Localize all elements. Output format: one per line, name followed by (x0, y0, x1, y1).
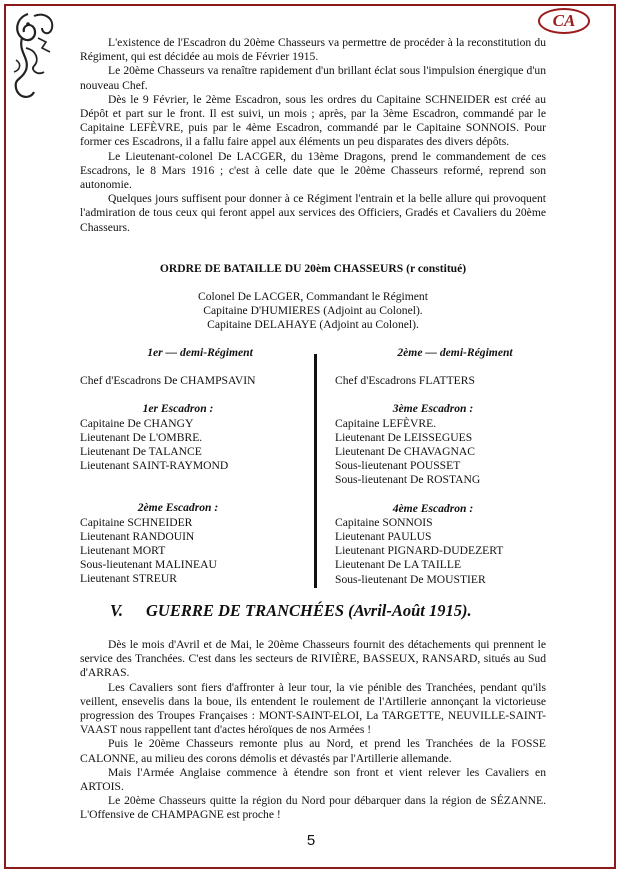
paragraph: Dès le 9 Février, le 2ème Escadron, sous les ordres du Capitaine SCHNEIDER est créé au Dépôt et part sur le front. Il est suivi, un mois ; après, par la 3ème Escadron, commandé par le Capitaine LEFÈVRE, puis par le 4ème Escadron, commandé par le Capitaine SONNOIS. Pour former ces Escadrons, il a fallu faire appel aux éléments un peu disparates des divers dépôts. (80, 92, 546, 149)
officer-line: Lieutenant De LEISSEGUES (335, 430, 473, 444)
staff-line: Capitaine D'HUMIERES (Adjoint au Colonel). (203, 304, 423, 318)
officer-line: Capitaine SCHNEIDER (80, 515, 193, 529)
officer-line: Lieutenant PIGNARD-DUDEZERT (335, 544, 504, 558)
half-regiment-heading: 2ème — demi-Régiment (397, 346, 513, 359)
officer-line: Lieutenant RANDOUIN (80, 529, 195, 543)
order-of-battle-title: ORDRE DE BATAILLE DU 20èm CHASSEURS (r constitué) (159, 262, 467, 275)
officer-line: Lieutenant De TALANCE (80, 445, 202, 459)
paragraph: Quelques jours suffisent pour donner à ce Régiment l'entrain et la belle allure qui provoquent l'admiration de tous ceux qui feront appel aux services des Officiers, Gradés et Cavaliers du 20ème Chasseurs. (80, 192, 546, 234)
squadron-title: 4ème Escadron : (392, 501, 474, 515)
regiment-staff (80, 290, 546, 333)
squadron-chief: Chef d'Escadrons De CHAMPSAVIN (80, 374, 256, 388)
officer-line: Lieutenant MORT (80, 544, 166, 558)
paragraph: Dès le mois d'Avril et de Mai, le 20ème Chasseurs fournit des détachements qui prennent le service des Tranchées. C'est dans les secteurs de RIVIÈRE, BASSEUX, RANSARD, situés au Sud d'ARRAS. (80, 638, 546, 680)
paragraph: Mais l'Armée Anglaise commence à étendre son front et vient relever les Cavaliers en ARTOIS. (80, 765, 546, 794)
section-title: GUERRE DE TRANCHÉES (Avril-Août 1915). (146, 601, 472, 620)
officer-line: Sous-lieutenant MALINEAU (80, 558, 217, 572)
ca-logo-badge: CA (538, 8, 590, 34)
page-number: 5 (306, 832, 316, 849)
squadron-title: 3ème Escadron : (392, 402, 474, 416)
staff-line: Colonel De LACGER, Commandant le Régiment (198, 290, 428, 303)
paragraph: L'existence de l'Escadron du 20ème Chasseurs va permettre de procéder à la reconstitution du Régiment, qui est décidée au mois de Février 1915. (80, 36, 546, 64)
paragraph: Le Lieutenant-colonel De LACGER, du 13ème Dragons, prend le commandement de ces Escadrons, le 8 Mars 1916 ; c'est à celle date que le 20ème Chasseurs reformé, reprend son autonomie. (80, 149, 546, 192)
paragraph: Puis le 20ème Chasseurs remonte plus au Nord, et prend les Tranchées de la FOSSE CALONNE, au milieu des corons démolis et dévastés par l'Artillerie allemande. (80, 737, 546, 765)
section-heading (110, 601, 472, 620)
squadron-title: 2ème Escadron : (137, 501, 219, 515)
officer-line: Capitaine LEFÈVRE. (335, 416, 437, 430)
column-divider (314, 354, 317, 588)
officer-line: Lieutenant De CHAVAGNAC (335, 445, 475, 459)
officer-line: Lieutenant De LA TAILLE (335, 558, 462, 572)
officer-line: Lieutenant SAINT-RAYMOND (80, 459, 229, 473)
half-regiment-heading: 1er — demi-Régiment (147, 346, 253, 359)
section-body (80, 638, 546, 823)
officer-line: Sous-lieutenant POUSSET (335, 459, 461, 473)
officer-line: Lieutenant De L'OMBRE. (80, 430, 203, 444)
section-number: V. (110, 601, 124, 620)
officer-line: Sous-lieutenant De ROSTANG (335, 473, 481, 487)
officer-line: Capitaine SONNOIS (335, 515, 433, 529)
first-half-regiment-column (80, 346, 320, 587)
paragraph: Les Cavaliers sont fiers d'affronter à leur tour, la vie pénible des Tranchées, pendant qu'ils veillent, ensevelis dans la boue, ils entendent le roulement de l'Artillerie annonçant la victorieuse progression des Troupes Françaises : MONT-SAINT-ELOI, La TARGETTE, NEUVILLE-SAINT-VAAST nous rappellent tant d'actes héroïques de nos Armées ! (80, 680, 546, 737)
paragraph: Le 20ème Chasseurs quitte la région du Nord pour débarquer dans la région de SÉZANNE. L'Offensive de CHAMPAGNE est proche ! (80, 794, 546, 822)
officer-line: Lieutenant PAULUS (335, 530, 432, 544)
officer-line: Lieutenant STREUR (80, 572, 177, 586)
dragon-ornament-icon (8, 8, 58, 108)
officer-line: Sous-lieutenant De MOUSTIER (335, 572, 486, 586)
squadron-title: 1er Escadron : (142, 402, 214, 416)
second-half-regiment-column (335, 346, 575, 587)
officer-line: Capitaine De CHANGY (80, 416, 194, 430)
squadron-chief: Chef d'Escadrons FLATTERS (335, 374, 475, 388)
paragraph: Le 20ème Chasseurs va renaître rapidement d'un brillant éclat sous l'impulsion énergique d'un nouveau Chef. (80, 64, 546, 92)
staff-line: Capitaine DELAHAYE (Adjoint au Colonel). (207, 318, 419, 332)
intro-text (80, 36, 546, 235)
